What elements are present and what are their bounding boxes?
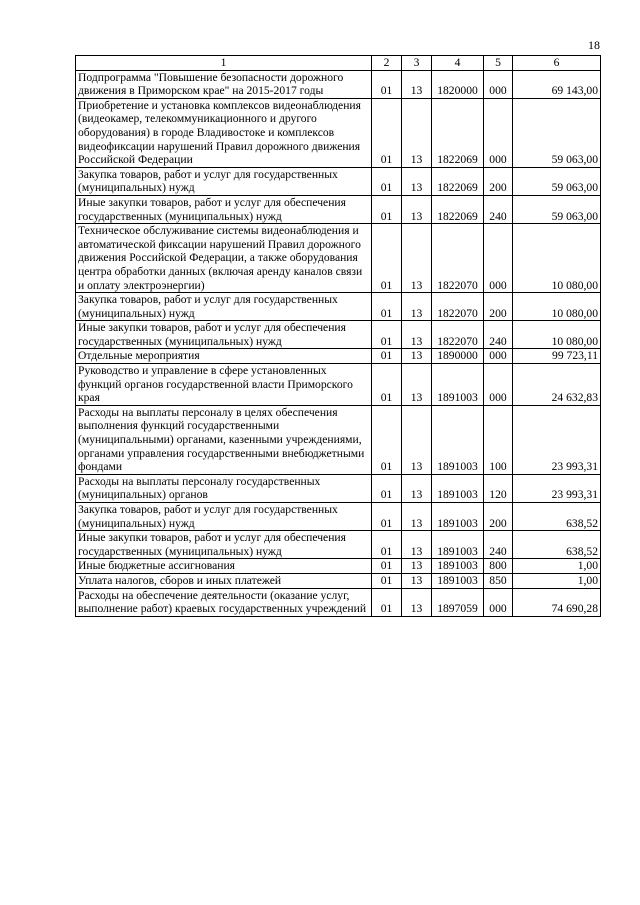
cell-target-code: 1897059: [432, 588, 484, 616]
cell-expense-type: 850: [484, 573, 513, 588]
cell-section: 01: [372, 293, 402, 321]
cell-target-code: 1891003: [432, 503, 484, 531]
header-col-2: 2: [372, 56, 402, 71]
cell-subsection: 13: [402, 474, 432, 502]
table-row: [76, 364, 601, 406]
cell-section: 01: [372, 224, 402, 293]
cell-amount: 638,52: [513, 503, 601, 531]
cell-amount: 10 080,00: [513, 293, 601, 321]
cell-expense-type: 000: [484, 224, 513, 293]
table-row: [76, 224, 601, 293]
cell-name: Иные закупки товаров, работ и услуг для обеспечения государственных (муниципальных) нужд: [76, 531, 372, 559]
cell-section: 01: [372, 364, 402, 406]
cell-subsection: 13: [402, 573, 432, 588]
table-row: [76, 531, 601, 559]
cell-expense-type: 000: [484, 364, 513, 406]
cell-name: Иные закупки товаров, работ и услуг для обеспечения государственных (муниципальных) нужд: [76, 321, 372, 349]
cell-amount: 1,00: [513, 573, 601, 588]
cell-target-code: 1820000: [432, 70, 484, 98]
cell-expense-type: 000: [484, 98, 513, 167]
cell-target-code: 1891003: [432, 364, 484, 406]
cell-expense-type: 200: [484, 167, 513, 195]
cell-subsection: 13: [402, 70, 432, 98]
cell-target-code: 1822070: [432, 321, 484, 349]
cell-expense-type: 120: [484, 474, 513, 502]
cell-name: Иные бюджетные ассигнования: [76, 559, 372, 574]
cell-amount: 638,52: [513, 531, 601, 559]
cell-name: Закупка товаров, работ и услуг для государственных (муниципальных) нужд: [76, 167, 372, 195]
header-col-5: 5: [484, 56, 513, 71]
cell-expense-type: 200: [484, 503, 513, 531]
cell-subsection: 13: [402, 405, 432, 474]
table-row: [76, 588, 601, 616]
cell-section: 01: [372, 531, 402, 559]
header-col-4: 4: [432, 56, 484, 71]
header-col-1: 1: [76, 56, 372, 71]
cell-subsection: 13: [402, 321, 432, 349]
cell-subsection: 13: [402, 224, 432, 293]
cell-amount: 10 080,00: [513, 224, 601, 293]
cell-target-code: 1822070: [432, 224, 484, 293]
table-row: [76, 98, 601, 167]
cell-section: 01: [372, 349, 402, 364]
table-row: [76, 474, 601, 502]
cell-expense-type: 000: [484, 70, 513, 98]
cell-amount: 23 993,31: [513, 474, 601, 502]
cell-subsection: 13: [402, 364, 432, 406]
cell-name: Расходы на выплаты персоналу в целях обеспечения выполнения функций государственными (муниципальными) органами, казенными учреждениями, органами управления государственными внебюджетными фондами: [76, 405, 372, 474]
cell-expense-type: 100: [484, 405, 513, 474]
cell-section: 01: [372, 474, 402, 502]
cell-name: Расходы на обеспечение деятельности (оказание услуг, выполнение работ) краевых государственных учреждений: [76, 588, 372, 616]
table-row: [76, 405, 601, 474]
cell-section: 01: [372, 588, 402, 616]
cell-amount: 23 993,31: [513, 405, 601, 474]
cell-amount: 24 632,83: [513, 364, 601, 406]
cell-amount: 59 063,00: [513, 195, 601, 223]
cell-target-code: 1891003: [432, 531, 484, 559]
cell-name: Расходы на выплаты персоналу государственных (муниципальных) органов: [76, 474, 372, 502]
cell-amount: 59 063,00: [513, 98, 601, 167]
header-row: [76, 56, 601, 71]
cell-section: 01: [372, 321, 402, 349]
cell-subsection: 13: [402, 293, 432, 321]
cell-amount: 1,00: [513, 559, 601, 574]
cell-target-code: 1891003: [432, 474, 484, 502]
cell-amount: 74 690,28: [513, 588, 601, 616]
cell-target-code: 1890000: [432, 349, 484, 364]
cell-subsection: 13: [402, 167, 432, 195]
header-col-6: 6: [513, 56, 601, 71]
table-row: [76, 559, 601, 574]
cell-subsection: 13: [402, 531, 432, 559]
page-number: 18: [588, 38, 600, 52]
cell-amount: 69 143,00: [513, 70, 601, 98]
cell-target-code: 1891003: [432, 405, 484, 474]
table-row: [76, 349, 601, 364]
cell-expense-type: 240: [484, 531, 513, 559]
cell-section: 01: [372, 573, 402, 588]
table-row: [76, 167, 601, 195]
cell-name: Руководство и управление в сфере установленных функций органов государственной власти Приморского края: [76, 364, 372, 406]
cell-amount: 59 063,00: [513, 167, 601, 195]
cell-name: Приобретение и установка комплексов видеонаблюдения (видеокамер, телекоммуникационного и другого оборудования) в городе Владивостоке и комплексов видеофиксации нарушений Правил дорожного движения Российской Федерации: [76, 98, 372, 167]
cell-expense-type: 240: [484, 321, 513, 349]
table-row: [76, 195, 601, 223]
cell-target-code: 1822069: [432, 195, 484, 223]
cell-section: 01: [372, 503, 402, 531]
cell-name: Отдельные мероприятия: [76, 349, 372, 364]
cell-target-code: 1822070: [432, 293, 484, 321]
cell-target-code: 1891003: [432, 573, 484, 588]
cell-target-code: 1822069: [432, 98, 484, 167]
cell-subsection: 13: [402, 559, 432, 574]
budget-table: [75, 55, 601, 617]
cell-amount: 10 080,00: [513, 321, 601, 349]
cell-target-code: 1891003: [432, 559, 484, 574]
header-col-3: 3: [402, 56, 432, 71]
cell-expense-type: 000: [484, 588, 513, 616]
cell-expense-type: 240: [484, 195, 513, 223]
cell-amount: 99 723,11: [513, 349, 601, 364]
cell-expense-type: 200: [484, 293, 513, 321]
cell-name: Подпрограмма "Повышение безопасности дорожного движения в Приморском крае" на 2015-2017 годы: [76, 70, 372, 98]
cell-section: 01: [372, 405, 402, 474]
cell-expense-type: 000: [484, 349, 513, 364]
cell-subsection: 13: [402, 195, 432, 223]
cell-name: Уплата налогов, сборов и иных платежей: [76, 573, 372, 588]
cell-section: 01: [372, 70, 402, 98]
cell-subsection: 13: [402, 503, 432, 531]
cell-name: Закупка товаров, работ и услуг для государственных (муниципальных) нужд: [76, 293, 372, 321]
cell-subsection: 13: [402, 588, 432, 616]
cell-subsection: 13: [402, 349, 432, 364]
cell-name: Техническое обслуживание системы видеонаблюдения и автоматической фиксации нарушений Правил дорожного движения Российской Федерации, а также оборудования центра обработки данных (включая аренду каналов связи и оплату электроэнергии): [76, 224, 372, 293]
cell-section: 01: [372, 167, 402, 195]
cell-name: Иные закупки товаров, работ и услуг для обеспечения государственных (муниципальных) нужд: [76, 195, 372, 223]
cell-expense-type: 800: [484, 559, 513, 574]
table-row: [76, 503, 601, 531]
table-row: [76, 293, 601, 321]
cell-section: 01: [372, 195, 402, 223]
cell-name: Закупка товаров, работ и услуг для государственных (муниципальных) нужд: [76, 503, 372, 531]
cell-section: 01: [372, 559, 402, 574]
cell-section: 01: [372, 98, 402, 167]
cell-target-code: 1822069: [432, 167, 484, 195]
table-row: [76, 321, 601, 349]
table-row: [76, 70, 601, 98]
table-row: [76, 573, 601, 588]
cell-subsection: 13: [402, 98, 432, 167]
